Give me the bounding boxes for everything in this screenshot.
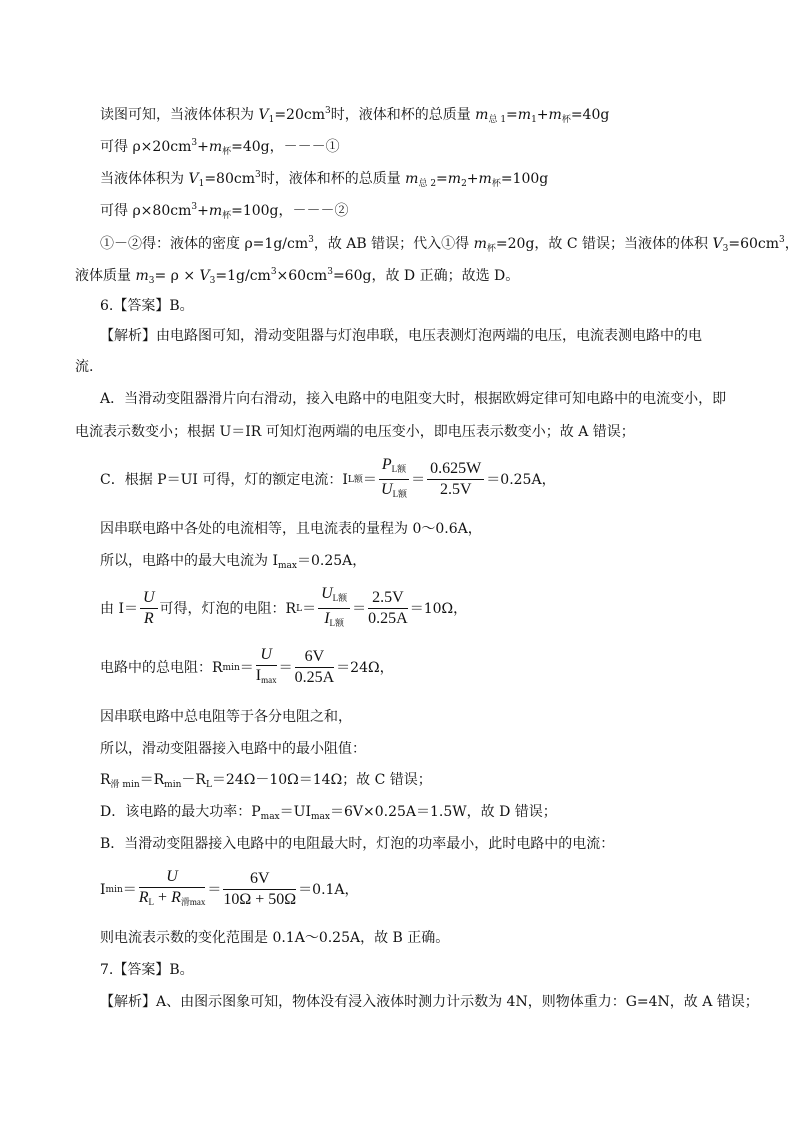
formula-line: C．根据 P＝UI 可得，灯的额定电流：I L额 ＝ $\frac{P_{L额}}{U_{L额}}$ ＝ $\frac{0.625W}{2.5V}$ ＝0.25A， [100, 455, 556, 504]
paragraph-line: D．该电路的最大功率：$P_{max}=UI_{max}=6V\times 0.25A=1.5W$，故 D 错误； [100, 804, 557, 822]
answer-heading: 7.【答案】B。 [100, 962, 194, 978]
formula-line: 由 I＝ $\frac{U}{R}$ 可得，灯泡的电阻：R L ＝ $\frac{U_{L额}}{I_{L额}}$ ＝ $\frac{2.5V}{0.25A}$ ＝10Ω， [100, 584, 467, 633]
paragraph-line: 流. [75, 359, 94, 375]
paragraph-line: 液体质量 $m_3= \rho \times V_3=1g/cm^3\times 60cm^3=60g$，故 D 正确；故选 D。 [75, 267, 520, 286]
paragraph-line: A．当滑动变阻器滑片向右滑动，接入电路中的电阻变大时，根据欧姆定律可知电路中的电流变小，即 [100, 391, 727, 407]
fraction: $\frac{U}{R_L + R_{滑max}}$ [138, 868, 206, 907]
formula-line: I min ＝ $\frac{U}{R_L + R_{滑max}}$ ＝ $\frac{6V}{10\Omega + 50\Omega}$ ＝0.1A， [100, 867, 359, 912]
answer-heading: 6.【答案】B。 [100, 298, 194, 314]
paragraph-line: B．当滑动变阻器接入电路中的电阻最大时，灯泡的功率最小，此时电路中的电流： [100, 836, 615, 852]
paragraph-line: 所以，电路中的最大电流为 $I_{max}=0.25A$， [100, 553, 367, 571]
fraction: $\frac{2.5V}{0.25A}$ [368, 589, 408, 627]
paragraph-line: 【解析】由电路图可知，滑动变阻器与灯泡串联，电压表测灯泡两端的电压，电流表测电路中的电 [100, 328, 702, 344]
paragraph-line: 因串联电路中各处的电流相等，且电流表的量程为 0～0.6A， [100, 521, 482, 537]
paragraph-line: 可得 $\rho\times 80cm^3+m_杯=100g$，－－－② [100, 202, 349, 221]
paragraph-line: 所以，滑动变阻器接入电路中的最小阻值： [100, 741, 366, 757]
paragraph-line: 因串联电路中总电阻等于各分电阻之和， [100, 709, 352, 725]
paragraph-line: 电流表示数变小；根据 U＝IR 可知灯泡两端的电压变小，即电压表示数变小；故 A 错误； [75, 424, 635, 440]
paragraph-line: 可得 $\rho\times 20cm^3+m_杯=40g$，－－－① [100, 138, 340, 157]
fraction: $\frac{6V}{0.25A}$ [294, 648, 335, 686]
fraction: $\frac{P_{L额}}{U_{L额}}$ [379, 455, 409, 504]
paragraph-line: ①－②得：液体的密度 $\rho=1g/cm^3$，故 AB 错误；代入①得 $m_杯=20g$，故 C 错误；当液体的体积 $V_3=60cm^3$， [100, 235, 799, 254]
paragraph-line: 【解析】A、由图示图象可知，物体没有浸入液体时测力计示数为 4N，则物体重力：G=4N，故 A 错误； [100, 994, 759, 1010]
paragraph-line: 读图可知，当液体体积为 $V_1=20cm^3$时，液体和杯的总质量 $m_{总 1}=m_1+m_杯=40g$ [100, 106, 610, 125]
paragraph-line: 当液体体积为 $V_1=80cm^3$时，液体和杯的总质量 $m_{总 2}=m_2+m_杯=100g$ [100, 170, 549, 189]
paragraph-line: $R_{滑 min}=R_{min}-R_L=24\Omega-10\Omega=14\Omega$；故 C 错误； [100, 772, 432, 790]
paragraph-line: 则电流表示数的变化范围是 0.1A～0.25A，故 B 正确。 [100, 930, 450, 946]
formula-line: 电路中的总电阻：R min ＝ $\frac{U}{I_{max}}$ ＝ $\frac{6V}{0.25A}$ ＝24Ω， [100, 645, 394, 690]
fraction: $\frac{U_{L额}}{I_{L额}}$ [318, 584, 350, 633]
fraction: $\frac{U}{R}$ [140, 588, 158, 629]
fraction: $\frac{U}{I_{max}}$ [255, 646, 277, 685]
fraction: $\frac{6V}{10\Omega + 50\Omega}$ [223, 870, 297, 908]
fraction: $\frac{0.625W}{2.5V}$ [427, 459, 484, 500]
